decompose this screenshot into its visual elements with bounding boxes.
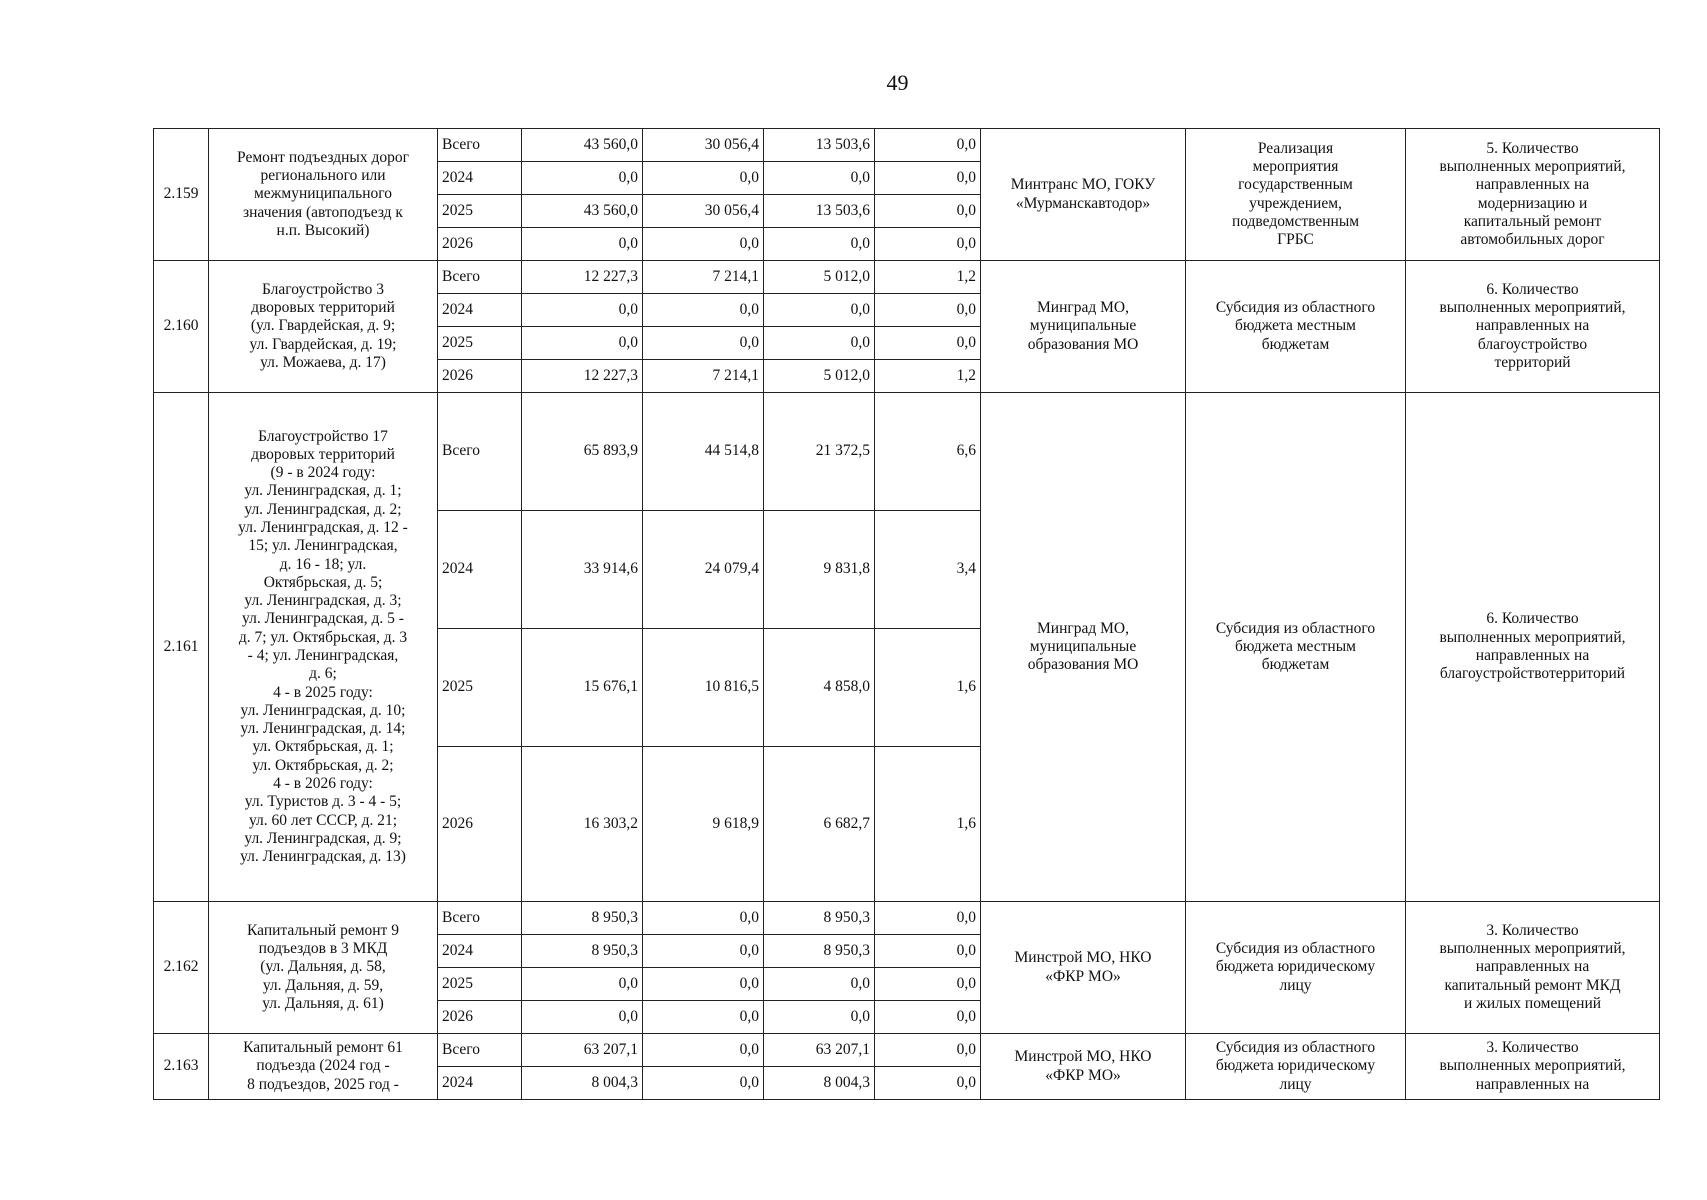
indicator: 6. Количество выполненных мероприятий, направленных на благоустройствотерриторий xyxy=(1406,393,1660,902)
page-number: 49 xyxy=(886,70,909,95)
local-cell: 0,0 xyxy=(875,129,981,162)
regional-cell: 9 831,8 xyxy=(764,511,875,629)
event-description: Ремонт подъездных дорог регионального или межмуниципального значения (автоподъезд к н.п. Высокий) xyxy=(209,129,438,261)
table-row xyxy=(154,261,1660,294)
executor: Минград МО, муниципальные образования МО xyxy=(981,261,1186,393)
year-cell: 2025 xyxy=(438,629,522,747)
indicator: 3. Количество выполненных мероприятий, направленных на xyxy=(1406,1034,1660,1100)
total-cell: 43 560,0 xyxy=(522,195,643,228)
regional-cell: 0,0 xyxy=(764,294,875,327)
local-cell: 1,2 xyxy=(875,261,981,294)
federal-cell: 0,0 xyxy=(643,228,764,261)
row-number: 2.163 xyxy=(154,1034,209,1100)
local-cell: 0,0 xyxy=(875,1034,981,1067)
year-cell: Всего xyxy=(438,1034,522,1067)
year-cell: Всего xyxy=(438,902,522,935)
federal-cell: 0,0 xyxy=(643,1001,764,1034)
row-number: 2.162 xyxy=(154,902,209,1034)
executor: Минстрой МО, НКО «ФКР МО» xyxy=(981,1034,1186,1100)
year-cell: 2024 xyxy=(438,294,522,327)
year-cell: Всего xyxy=(438,393,522,511)
local-cell: 0,0 xyxy=(875,327,981,360)
year-cell: 2025 xyxy=(438,968,522,1001)
year-cell: Всего xyxy=(438,129,522,162)
regional-cell: 0,0 xyxy=(764,327,875,360)
federal-cell: 0,0 xyxy=(643,902,764,935)
federal-cell: 0,0 xyxy=(643,294,764,327)
regional-cell: 0,0 xyxy=(764,162,875,195)
regional-cell: 8 950,3 xyxy=(764,935,875,968)
executor: Минград МО, муниципальные образования МО xyxy=(981,393,1186,902)
row-number: 2.161 xyxy=(154,393,209,902)
local-cell: 0,0 xyxy=(875,968,981,1001)
total-cell: 0,0 xyxy=(522,228,643,261)
regional-cell: 5 012,0 xyxy=(764,360,875,393)
year-cell: Всего xyxy=(438,261,522,294)
total-cell: 63 207,1 xyxy=(522,1034,643,1067)
indicator: 3. Количество выполненных мероприятий, направленных на капитальный ремонт МКД и жилых помещений xyxy=(1406,902,1660,1034)
year-cell: 2024 xyxy=(438,935,522,968)
indicator: 6. Количество выполненных мероприятий, направленных на благоустройство территорий xyxy=(1406,261,1660,393)
federal-cell: 30 056,4 xyxy=(643,195,764,228)
federal-cell: 0,0 xyxy=(643,327,764,360)
local-cell: 0,0 xyxy=(875,902,981,935)
local-cell: 0,0 xyxy=(875,294,981,327)
total-cell: 8 950,3 xyxy=(522,935,643,968)
executor: Минстрой МО, НКО «ФКР МО» xyxy=(981,902,1186,1034)
total-cell: 43 560,0 xyxy=(522,129,643,162)
row-number: 2.159 xyxy=(154,129,209,261)
total-cell: 0,0 xyxy=(522,1001,643,1034)
mechanism: Субсидия из областного бюджета юридическому лицу xyxy=(1186,902,1406,1034)
mechanism: Реализация мероприятия государственным учреждением, подведомственным ГРБС xyxy=(1186,129,1406,261)
total-cell: 8 950,3 xyxy=(522,902,643,935)
mechanism: Субсидия из областного бюджета местным бюджетам xyxy=(1186,393,1406,902)
table-row xyxy=(154,1034,1660,1067)
local-cell: 0,0 xyxy=(875,1001,981,1034)
federal-cell: 44 514,8 xyxy=(643,393,764,511)
program-table xyxy=(153,128,1660,1100)
total-cell: 15 676,1 xyxy=(522,629,643,747)
event-description: Капитальный ремонт 9 подъездов в 3 МКД (ул. Дальняя, д. 58, ул. Дальняя, д. 59, ул. Дальняя, д. 61) xyxy=(209,902,438,1034)
local-cell: 0,0 xyxy=(875,162,981,195)
local-cell: 0,0 xyxy=(875,1067,981,1100)
year-cell: 2024 xyxy=(438,1067,522,1100)
local-cell: 1,6 xyxy=(875,629,981,747)
federal-cell: 0,0 xyxy=(643,935,764,968)
total-cell: 65 893,9 xyxy=(522,393,643,511)
local-cell: 1,6 xyxy=(875,747,981,902)
year-cell: 2026 xyxy=(438,228,522,261)
total-cell: 12 227,3 xyxy=(522,261,643,294)
year-cell: 2026 xyxy=(438,360,522,393)
regional-cell: 0,0 xyxy=(764,228,875,261)
local-cell: 0,0 xyxy=(875,935,981,968)
table-row xyxy=(154,902,1660,935)
local-cell: 1,2 xyxy=(875,360,981,393)
regional-cell: 5 012,0 xyxy=(764,261,875,294)
mechanism: Субсидия из областного бюджета местным бюджетам xyxy=(1186,261,1406,393)
federal-cell: 7 214,1 xyxy=(643,360,764,393)
total-cell: 12 227,3 xyxy=(522,360,643,393)
federal-cell: 0,0 xyxy=(643,1034,764,1067)
regional-cell: 13 503,6 xyxy=(764,195,875,228)
indicator: 5. Количество выполненных мероприятий, направленных на модернизацию и капитальный ремонт автомобильных дорог xyxy=(1406,129,1660,261)
year-cell: 2026 xyxy=(438,747,522,902)
event-description: Благоустройство 17 дворовых территорий (9 - в 2024 году: ул. Ленинградская, д. 1; ул. Ленинградская, д. 2; ул. Ленинградская, д. 12 - 15; ул. Ленинградская, д. 16 - 18; ул. Октябрьская, д. 5; ул. Ленинградская, д. 3; ул. Ленинградская, д. 5 - д. 7; ул. Октябрьская, д. 3 - 4; ул. Ленинградская, д. 6; 4 - в 2025 году: ул. Ленинградская, д. 10; ул. Ленинградская, д. 14; ул. Октябрьская, д. 1; ул. Октябрьская, д. 2; 4 - в 2026 году: ул. Туристов д. 3 - 4 - 5; ул. 60 лет СССР, д. 21; ул. Ленинградская, д. 9; ул. Ленинградская, д. 13) xyxy=(209,393,438,902)
total-cell: 0,0 xyxy=(522,968,643,1001)
year-cell: 2025 xyxy=(438,327,522,360)
event-description: Капитальный ремонт 61 подъезда (2024 год - 8 подъездов, 2025 год - xyxy=(209,1034,438,1100)
total-cell: 0,0 xyxy=(522,162,643,195)
regional-cell: 4 858,0 xyxy=(764,629,875,747)
federal-cell: 7 214,1 xyxy=(643,261,764,294)
total-cell: 16 303,2 xyxy=(522,747,643,902)
total-cell: 8 004,3 xyxy=(522,1067,643,1100)
regional-cell: 0,0 xyxy=(764,968,875,1001)
year-cell: 2025 xyxy=(438,195,522,228)
table-row xyxy=(154,129,1660,162)
total-cell: 0,0 xyxy=(522,294,643,327)
federal-cell: 10 816,5 xyxy=(643,629,764,747)
event-description: Благоустройство 3 дворовых территорий (ул. Гвардейская, д. 9; ул. Гвардейская, д. 19; ул. Можаева, д. 17) xyxy=(209,261,438,393)
mechanism: Субсидия из областного бюджета юридическому лицу xyxy=(1186,1034,1406,1100)
executor: Минтранс МО, ГОКУ «Мурманскавтодор» xyxy=(981,129,1186,261)
local-cell: 3,4 xyxy=(875,511,981,629)
federal-cell: 9 618,9 xyxy=(643,747,764,902)
year-cell: 2024 xyxy=(438,162,522,195)
regional-cell: 8 950,3 xyxy=(764,902,875,935)
federal-cell: 30 056,4 xyxy=(643,129,764,162)
federal-cell: 0,0 xyxy=(643,1067,764,1100)
total-cell: 0,0 xyxy=(522,327,643,360)
row-number: 2.160 xyxy=(154,261,209,393)
year-cell: 2026 xyxy=(438,1001,522,1034)
regional-cell: 0,0 xyxy=(764,1001,875,1034)
regional-cell: 13 503,6 xyxy=(764,129,875,162)
local-cell: 0,0 xyxy=(875,195,981,228)
regional-cell: 8 004,3 xyxy=(764,1067,875,1100)
federal-cell: 24 079,4 xyxy=(643,511,764,629)
regional-cell: 21 372,5 xyxy=(764,393,875,511)
federal-cell: 0,0 xyxy=(643,162,764,195)
local-cell: 6,6 xyxy=(875,393,981,511)
regional-cell: 63 207,1 xyxy=(764,1034,875,1067)
table-row xyxy=(154,393,1660,511)
year-cell: 2024 xyxy=(438,511,522,629)
total-cell: 33 914,6 xyxy=(522,511,643,629)
federal-cell: 0,0 xyxy=(643,968,764,1001)
regional-cell: 6 682,7 xyxy=(764,747,875,902)
local-cell: 0,0 xyxy=(875,228,981,261)
